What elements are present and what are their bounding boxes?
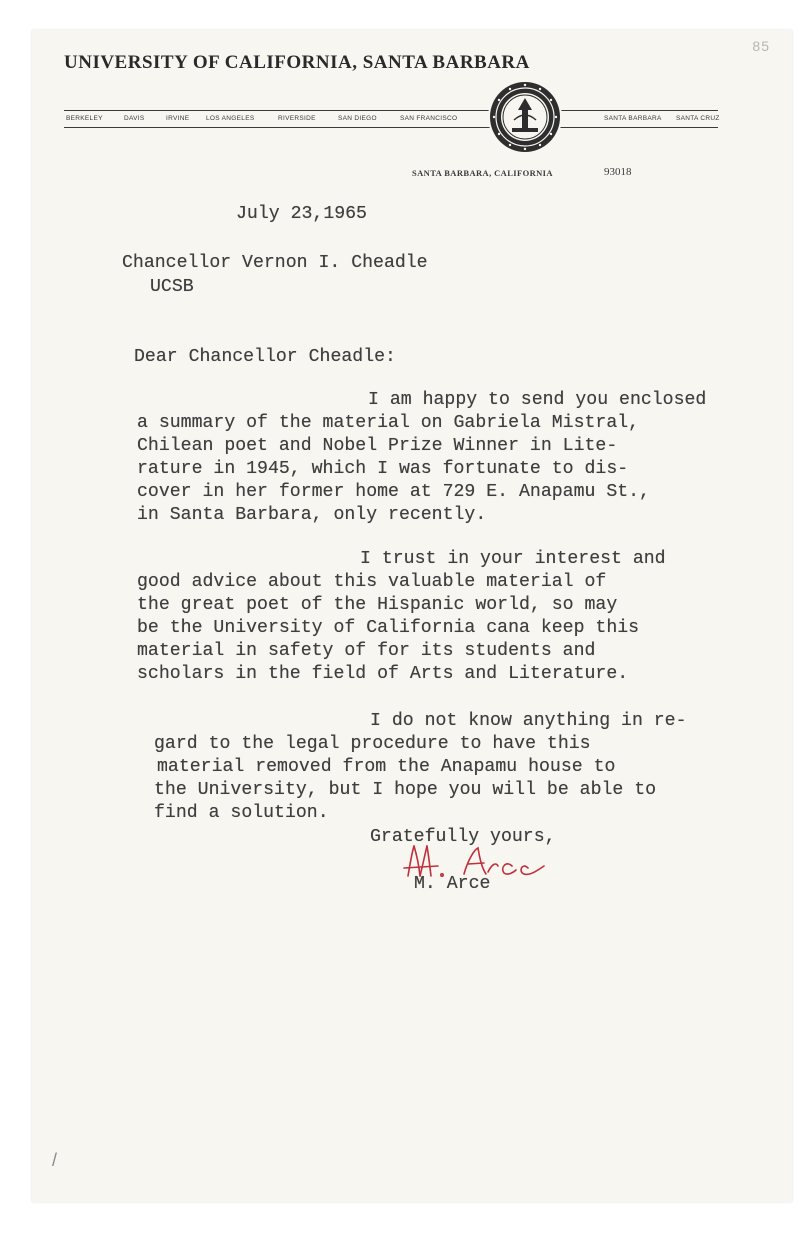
paragraph-line: in Santa Barbara, only recently. bbox=[137, 505, 487, 525]
archive-page-number: 85 bbox=[752, 38, 770, 54]
letterhead-zip: 93018 bbox=[604, 166, 632, 178]
letter-date: July 23,1965 bbox=[236, 204, 367, 224]
closing: Gratefully yours, bbox=[370, 827, 556, 847]
paragraph-line: material removed from the Anapamu house to bbox=[157, 757, 616, 777]
recipient-org: UCSB bbox=[150, 277, 194, 297]
salutation: Dear Chancellor Cheadle: bbox=[134, 347, 396, 367]
university-name: UNIVERSITY OF CALIFORNIA, SANTA BARBARA bbox=[64, 52, 530, 73]
paragraph-line: Chilean poet and Nobel Prize Winner in Lite- bbox=[137, 436, 618, 456]
campus-san-francisco: SAN FRANCISCO bbox=[400, 115, 458, 122]
campus-davis: DAVIS bbox=[124, 115, 145, 122]
paragraph-line: gard to the legal procedure to have this bbox=[154, 734, 591, 754]
pencil-mark: / bbox=[52, 1150, 58, 1170]
paragraph-line: I do not know anything in re- bbox=[370, 711, 687, 731]
typed-signer-name: M. Arce bbox=[414, 874, 491, 894]
paragraph-line: rature in 1945, which I was fortunate to dis- bbox=[137, 459, 629, 479]
campus-los-angeles: LOS ANGELES bbox=[206, 115, 255, 122]
paragraph-line: scholars in the field of Arts and Literature. bbox=[137, 664, 629, 684]
campus-santa-cruz: SANTA CRUZ bbox=[676, 115, 720, 122]
paragraph-line: I trust in your interest and bbox=[360, 549, 666, 569]
paragraph-line: the great poet of the Hispanic world, so may bbox=[137, 595, 618, 615]
letterhead-rule-top bbox=[64, 110, 718, 111]
paragraph-line: good advice about this valuable material of bbox=[137, 572, 607, 592]
campus-irvine: IRVINE bbox=[166, 115, 190, 122]
paragraph-line: material in safety of for its students and bbox=[137, 641, 596, 661]
campus-list bbox=[64, 113, 718, 127]
paragraph-line: I am happy to send you enclosed bbox=[368, 390, 707, 410]
university-seal-icon bbox=[488, 80, 562, 154]
recipient-name: Chancellor Vernon I. Cheadle bbox=[122, 253, 428, 273]
campus-santa-barbara: SANTA BARBARA bbox=[604, 115, 662, 122]
campus-riverside: RIVERSIDE bbox=[278, 115, 316, 122]
paragraph-line: be the University of California cana keep this bbox=[137, 618, 640, 638]
campus-san-diego: SAN DIEGO bbox=[338, 115, 377, 122]
letterhead-city: SANTA BARBARA, CALIFORNIA bbox=[412, 168, 553, 178]
letterhead-rule-bottom bbox=[64, 127, 718, 128]
paragraph-line: cover in her former home at 729 E. Anapamu St., bbox=[137, 482, 650, 502]
campus-berkeley: BERKELEY bbox=[66, 115, 103, 122]
paragraph-line: the University, but I hope you will be able to bbox=[154, 780, 657, 800]
paragraph-line: find a solution. bbox=[154, 803, 329, 823]
paragraph-line: a summary of the material on Gabriela Mistral, bbox=[137, 413, 640, 433]
